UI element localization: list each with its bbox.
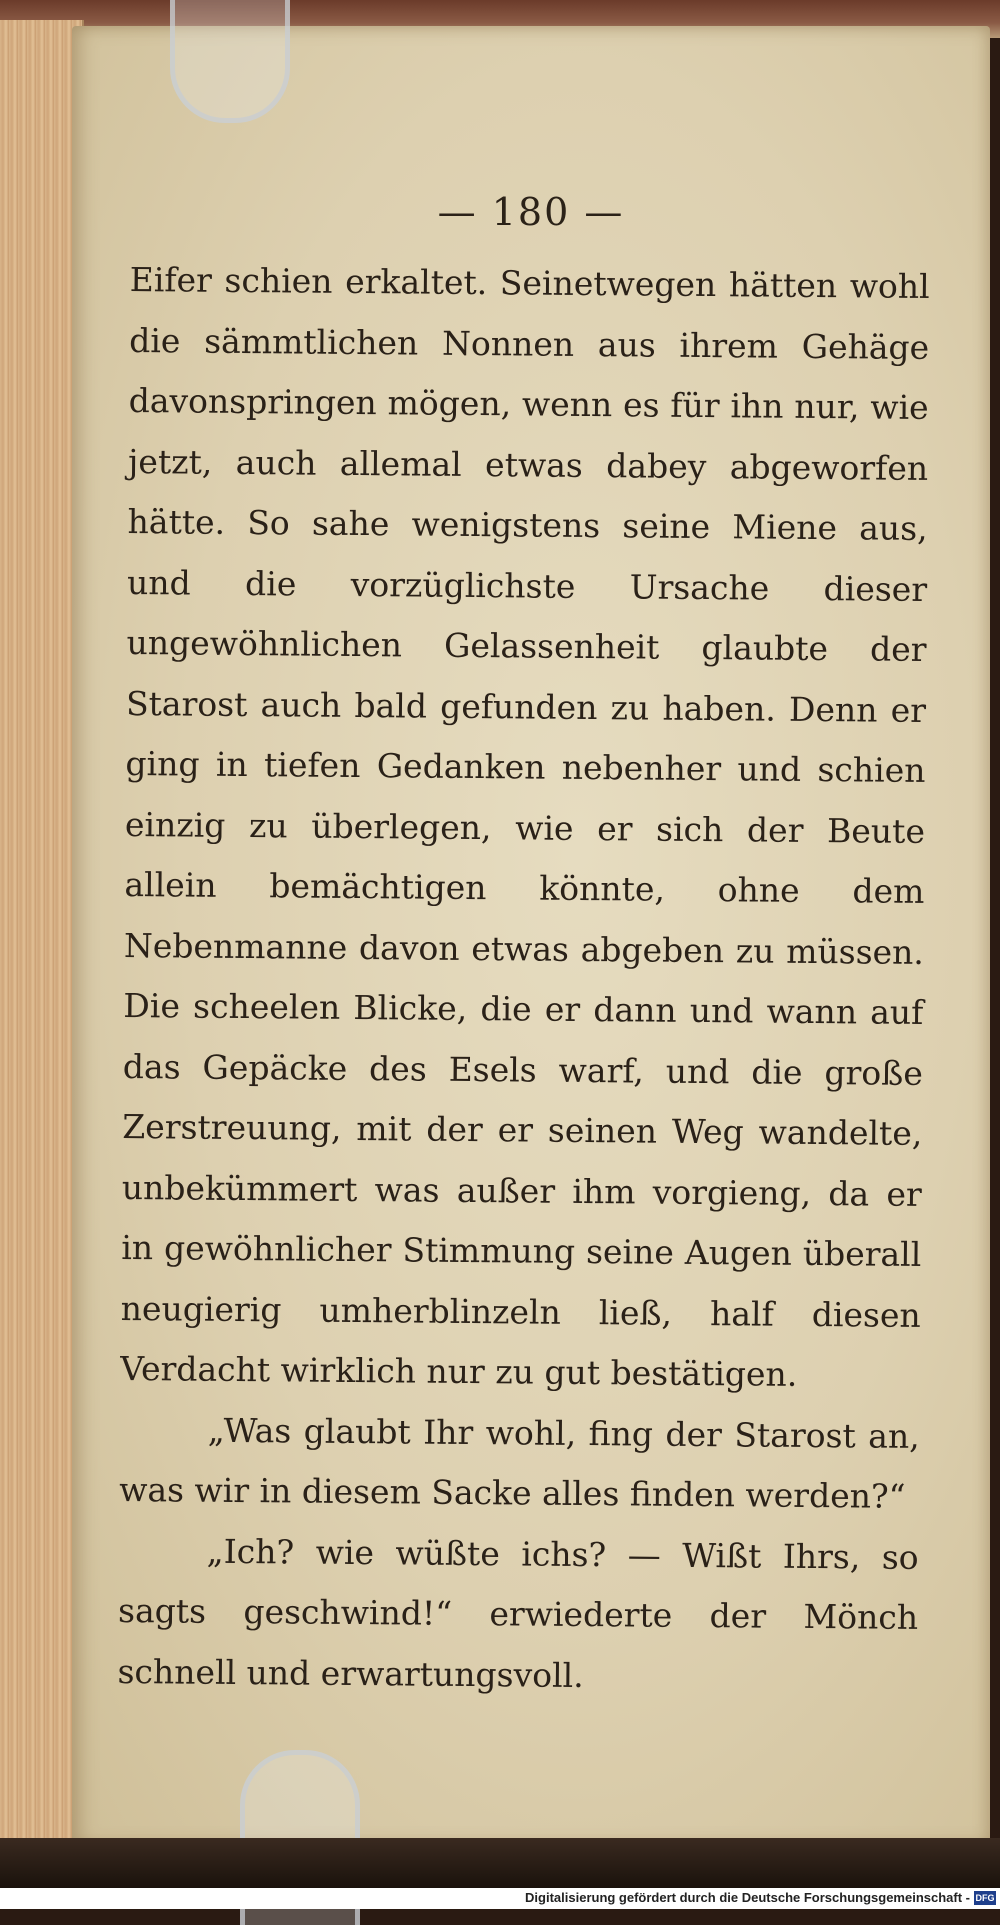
footer-credit: Digitalisierung gefördert durch die Deutsche Forschungsgemeinschaft - [525,1890,970,1905]
paragraph-2: „Was glaubt Ihr wohl, fing der Starost an, was wir in diesem Sacke alles finden werden?“ [119,1410,920,1516]
dfg-logo-icon: DFG [975,1893,995,1903]
book-bottom-edge [0,1838,1000,1888]
paragraph-3: „Ich? wie wüßte ichs? — Wißt Ihrs, so sagts geschwind!“ erwiederte der Mönch schnell und erwartungsvoll. [117,1531,919,1695]
page-text [117,250,930,1709]
top-page-clip [170,0,290,123]
paragraph-1: Eifer schien erkaltet. Seinetwegen hätten wohl die sämmtlichen Nonnen aus ihrem Gehäge davonspringen mögen, wenn es für ihn nur, wie jetzt, auch allemal etwas dabey abgeworfen hätte. So sahe wenigstens seine Miene aus, und die vorzüglichste Ursache dieser ungewöhnlichen Gelassenheit glaubte der Starost auch bald gefunden zu haben. Denn er ging in tiefen Gedanken nebenher und schien einzig zu überlegen, wie er sich der Beute allein bemächtigen könnte, ohne dem Nebenmanne davon etwas abgeben zu müssen. Die scheelen Blicke, die er dann und wann auf das Gepäcke des Esels warf, und die große Zerstreuung, mit der er seinen Weg wandelte, unbekümmert was außer ihm vorgieng, da er in gewöhnlicher Stimmung seine Augen überall neugierig umherblinzeln ließ, half diesen Verdacht wirklich nur zu gut bestätigen. [120,259,930,1394]
page-number-header: — 180 — [437,190,625,234]
digitization-footer [0,1888,1000,1909]
